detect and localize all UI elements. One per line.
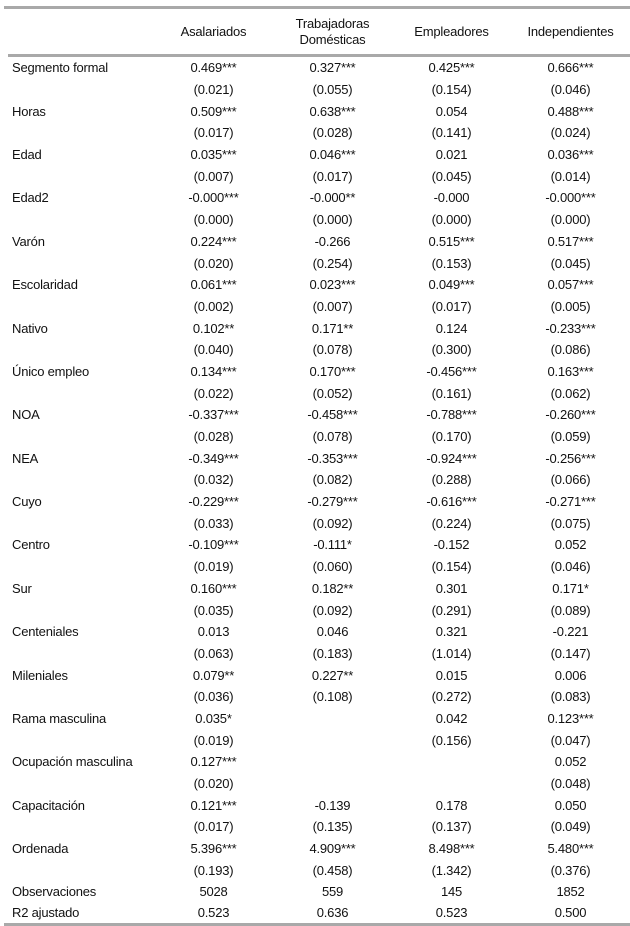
coefficient-row — [0, 664, 630, 686]
table-cell: 0.006 — [554, 667, 587, 683]
standard-error-row — [0, 296, 630, 318]
table-cell: (0.005) — [550, 298, 591, 314]
table-cell: (0.193) — [193, 862, 234, 878]
table-cell: (0.045) — [550, 255, 591, 271]
table-cell: (0.078) — [312, 342, 353, 358]
table-cell: 0.046*** — [309, 147, 356, 163]
table-cell: 0.515*** — [428, 233, 475, 249]
table-cell: -0.260*** — [545, 407, 596, 423]
table-cell — [273, 751, 392, 773]
table-cell — [392, 751, 511, 773]
table-cell: (0.458) — [312, 862, 353, 878]
table-cell: -0.111* — [313, 537, 352, 553]
table-cell: 0.523 — [435, 905, 468, 921]
table-cell: 0.425*** — [428, 60, 475, 76]
table-cell: (0.035) — [193, 602, 234, 618]
row-label: Sur — [12, 580, 32, 596]
header-asalariados: Asalariados — [180, 23, 247, 39]
table-cell: 0.171** — [311, 320, 354, 336]
table-cell: -0.337*** — [188, 407, 239, 423]
table-cell: 145 — [440, 884, 463, 900]
table-cell: -0.349*** — [188, 450, 239, 466]
table-cell: 0.013 — [197, 624, 230, 640]
table-cell: -0.000 — [433, 190, 470, 206]
row-label — [0, 426, 154, 448]
row-label — [0, 469, 154, 491]
table-cell: 0.171* — [552, 580, 589, 596]
standard-error-row — [0, 729, 630, 751]
row-label: Centeniales — [12, 624, 79, 640]
standard-error-row — [0, 686, 630, 708]
table-cell: 0.224*** — [190, 233, 237, 249]
standard-error-row — [0, 209, 630, 231]
table-cell: (0.049) — [550, 819, 591, 835]
coefficient-row — [0, 751, 630, 773]
table-cell: (0.017) — [312, 168, 353, 184]
table-cell: (0.032) — [193, 472, 234, 488]
coefficient-row — [0, 404, 630, 426]
header-empleadores: Empleadores — [414, 23, 489, 39]
table-cell: (0.059) — [550, 429, 591, 445]
table-cell: 0.170*** — [309, 363, 356, 379]
table-cell: 0.052 — [554, 537, 587, 553]
table-cell: 0.042 — [435, 710, 468, 726]
table-cell: (0.017) — [193, 125, 234, 141]
table-cell: 0.046 — [316, 624, 349, 640]
table-cell: -0.924*** — [426, 450, 477, 466]
table-cell: 0.666*** — [547, 60, 594, 76]
table-cell: (0.000) — [193, 212, 234, 228]
table-cell: -0.353*** — [307, 450, 358, 466]
standard-error-row — [0, 252, 630, 274]
row-label: Edad — [12, 147, 42, 163]
table-cell: 0.163*** — [547, 363, 594, 379]
table-cell: (0.082) — [312, 472, 353, 488]
table-cell: 0.050 — [554, 797, 587, 813]
header-row — [0, 9, 630, 54]
table-cell: (0.086) — [550, 342, 591, 358]
coefficient-row — [0, 794, 630, 816]
row-label — [0, 209, 154, 231]
coefficient-row — [0, 187, 630, 209]
table-cell — [273, 729, 392, 751]
table-cell — [273, 708, 392, 730]
row-label — [0, 643, 154, 665]
row-label: NEA — [12, 450, 39, 466]
table-cell: 0.124 — [435, 320, 468, 336]
coefficient-row — [0, 361, 630, 383]
standard-error-row — [0, 382, 630, 404]
table-cell: 0.079** — [192, 667, 235, 683]
header-blank — [0, 9, 154, 54]
table-cell: -0.229*** — [188, 494, 239, 510]
table-cell: -0.266 — [314, 233, 351, 249]
row-label: Ocupación masculina — [12, 754, 133, 770]
table-cell: -0.221 — [552, 624, 589, 640]
table-cell: (0.300) — [431, 342, 472, 358]
standard-error-row — [0, 165, 630, 187]
stat-row — [0, 902, 630, 923]
row-label: Observaciones — [12, 884, 97, 900]
table-cell: (0.154) — [431, 559, 472, 575]
standard-error-row — [0, 426, 630, 448]
table-cell: (0.000) — [431, 212, 472, 228]
table-cell: (0.052) — [312, 385, 353, 401]
standard-error-row — [0, 816, 630, 838]
table-cell — [273, 773, 392, 795]
coefficient-row — [0, 621, 630, 643]
table-cell: 5.396*** — [190, 841, 237, 857]
table-cell: (0.046) — [550, 82, 591, 98]
coefficient-row — [0, 578, 630, 600]
row-label — [0, 122, 154, 144]
coefficient-row — [0, 838, 630, 860]
table-cell: 0.160*** — [190, 580, 237, 596]
table-cell: 0.036*** — [547, 147, 594, 163]
table-cell: (0.028) — [193, 429, 234, 445]
coefficient-row — [0, 100, 630, 122]
table-cell: (0.288) — [431, 472, 472, 488]
table-cell: -0.109*** — [188, 537, 239, 553]
coefficient-row — [0, 708, 630, 730]
table-cell: -0.256*** — [545, 450, 596, 466]
table-cell: 0.121*** — [190, 797, 237, 813]
table-cell: (0.089) — [550, 602, 591, 618]
table-cell: 0.517*** — [547, 233, 594, 249]
standard-error-row — [0, 79, 630, 101]
table-cell: 0.469*** — [190, 60, 237, 76]
row-label: Edad2 — [12, 190, 49, 206]
row-label: Varón — [12, 233, 45, 249]
row-label: Cuyo — [12, 494, 42, 510]
table-cell: -0.456*** — [426, 363, 477, 379]
row-label — [0, 296, 154, 318]
standard-error-row — [0, 469, 630, 491]
table-cell: (1.014) — [431, 645, 472, 661]
table-cell: -0.279*** — [307, 494, 358, 510]
table-cell: (0.007) — [193, 168, 234, 184]
table-cell: 0.052 — [554, 754, 587, 770]
row-label — [0, 686, 154, 708]
table-cell: 0.023*** — [309, 277, 356, 293]
stat-row — [0, 881, 630, 902]
row-label: Horas — [12, 103, 46, 119]
header-trabajadoras-domesticas: Trabajadoras Domésticas — [295, 15, 370, 47]
table-cell: 0.049*** — [428, 277, 475, 293]
table-cell: 5028 — [199, 884, 228, 900]
table-cell: (0.154) — [431, 82, 472, 98]
table-cell: (0.047) — [550, 732, 591, 748]
table-cell: (0.022) — [193, 385, 234, 401]
row-label — [0, 382, 154, 404]
table-cell: 0.182** — [311, 580, 354, 596]
row-label: Único empleo — [12, 363, 90, 379]
table-cell: 0.301 — [435, 580, 468, 596]
table-cell: 8.498*** — [428, 841, 475, 857]
table-cell: -0.000*** — [545, 190, 596, 206]
table-cell: 0.054 — [435, 103, 468, 119]
standard-error-row — [0, 773, 630, 795]
table-cell: 0.102** — [192, 320, 235, 336]
table-cell: (1.342) — [431, 862, 472, 878]
table-cell: (0.156) — [431, 732, 472, 748]
table-cell: -0.000*** — [188, 190, 239, 206]
table-cell: -0.152 — [433, 537, 470, 553]
row-label: Escolaridad — [12, 277, 78, 293]
table-cell: (0.036) — [193, 689, 234, 705]
table-cell: (0.002) — [193, 298, 234, 314]
table-cell: (0.141) — [431, 125, 472, 141]
table-cell: (0.137) — [431, 819, 472, 835]
table-cell: (0.000) — [312, 212, 353, 228]
row-label — [0, 859, 154, 881]
table-cell: -0.616*** — [426, 494, 477, 510]
standard-error-row — [0, 339, 630, 361]
table-cell: 4.909*** — [309, 841, 356, 857]
table-cell: -0.000** — [309, 190, 356, 206]
table-cell: (0.066) — [550, 472, 591, 488]
table-cell: (0.272) — [431, 689, 472, 705]
row-label — [0, 512, 154, 534]
coefficient-row — [0, 317, 630, 339]
table-cell: 559 — [321, 884, 344, 900]
row-label — [0, 599, 154, 621]
table-cell: (0.033) — [193, 515, 234, 531]
row-label: Ordenada — [12, 841, 69, 857]
table-cell: (0.019) — [193, 732, 234, 748]
table-cell: (0.021) — [193, 82, 234, 98]
coefficient-row — [0, 57, 630, 79]
coefficient-row — [0, 491, 630, 513]
table-cell: 0.638*** — [309, 103, 356, 119]
table-cell: 0.178 — [435, 797, 468, 813]
row-label — [0, 729, 154, 751]
row-label: Rama masculina — [12, 710, 107, 726]
table-cell: (0.007) — [312, 298, 353, 314]
table-cell: 5.480*** — [547, 841, 594, 857]
table-cell: (0.153) — [431, 255, 472, 271]
table-cell: 0.523 — [197, 905, 230, 921]
table-cell: 0.057*** — [547, 277, 594, 293]
row-label — [0, 165, 154, 187]
standard-error-row — [0, 859, 630, 881]
row-label — [0, 252, 154, 274]
table-cell: -0.458*** — [307, 407, 358, 423]
table-cell: (0.020) — [193, 255, 234, 271]
table-cell: (0.291) — [431, 602, 472, 618]
table-cell: (0.254) — [312, 255, 353, 271]
table-cell: (0.083) — [550, 689, 591, 705]
header-independientes: Independientes — [527, 23, 614, 39]
standard-error-row — [0, 643, 630, 665]
coefficient-row — [0, 534, 630, 556]
table-cell: 0.509*** — [190, 103, 237, 119]
table-cell: 0.021 — [435, 147, 468, 163]
table-cell: (0.055) — [312, 82, 353, 98]
row-label — [0, 556, 154, 578]
table-cell: 0.123*** — [547, 710, 594, 726]
table-cell: (0.045) — [431, 168, 472, 184]
table-cell: (0.046) — [550, 559, 591, 575]
regression-table — [0, 9, 630, 923]
table-cell: (0.020) — [193, 776, 234, 792]
table-cell: (0.019) — [193, 559, 234, 575]
table-cell: (0.161) — [431, 385, 472, 401]
table-cell: (0.224) — [431, 515, 472, 531]
table-cell: 0.061*** — [190, 277, 237, 293]
table-cell: (0.048) — [550, 776, 591, 792]
table-cell: (0.183) — [312, 645, 353, 661]
row-label — [0, 79, 154, 101]
coefficient-row — [0, 231, 630, 253]
row-label — [0, 773, 154, 795]
table-cell: -0.271*** — [545, 494, 596, 510]
standard-error-row — [0, 512, 630, 534]
table-cell: 0.227** — [311, 667, 354, 683]
standard-error-row — [0, 556, 630, 578]
row-label: R2 ajustado — [12, 905, 80, 921]
table-cell: (0.147) — [550, 645, 591, 661]
table-cell: -0.139 — [314, 797, 351, 813]
table-cell: (0.108) — [312, 689, 353, 705]
table-cell: (0.028) — [312, 125, 353, 141]
table-cell: 0.035* — [195, 710, 232, 726]
row-label: Capacitación — [12, 797, 85, 813]
table-cell: 0.127*** — [190, 754, 237, 770]
table-cell: (0.024) — [550, 125, 591, 141]
table-cell: 0.015 — [435, 667, 468, 683]
row-label: Mileniales — [12, 667, 68, 683]
row-label: NOA — [12, 407, 40, 423]
table-cell: 1852 — [556, 884, 585, 900]
table-cell: 0.035*** — [190, 147, 237, 163]
table-cell: 0.134*** — [190, 363, 237, 379]
table-cell — [392, 773, 511, 795]
row-label: Segmento formal — [12, 60, 108, 76]
table-cell: 0.321 — [435, 624, 468, 640]
table-cell: (0.075) — [550, 515, 591, 531]
table-cell: -0.788*** — [426, 407, 477, 423]
table-cell: (0.170) — [431, 429, 472, 445]
table-cell: -0.233*** — [545, 320, 596, 336]
table-cell: (0.063) — [193, 645, 234, 661]
table-cell: (0.078) — [312, 429, 353, 445]
coefficient-row — [0, 144, 630, 166]
table-cell: (0.060) — [312, 559, 353, 575]
table-cell: (0.092) — [312, 515, 353, 531]
table-cell: (0.014) — [550, 168, 591, 184]
table-cell: (0.040) — [193, 342, 234, 358]
table-cell: 0.488*** — [547, 103, 594, 119]
coefficient-row — [0, 274, 630, 296]
row-label: Centro — [12, 537, 50, 553]
coefficient-row — [0, 447, 630, 469]
table-cell: 0.636 — [316, 905, 349, 921]
standard-error-row — [0, 122, 630, 144]
row-label — [0, 339, 154, 361]
table-cell: (0.017) — [193, 819, 234, 835]
table-cell: (0.376) — [550, 862, 591, 878]
table-cell: (0.062) — [550, 385, 591, 401]
row-label: Nativo — [12, 320, 48, 336]
table-cell: (0.092) — [312, 602, 353, 618]
standard-error-row — [0, 599, 630, 621]
table-cell: 0.500 — [554, 905, 587, 921]
table-cell: 0.327*** — [309, 60, 356, 76]
table-cell: (0.017) — [431, 298, 472, 314]
table-cell: (0.135) — [312, 819, 353, 835]
row-label — [0, 816, 154, 838]
table-cell: (0.000) — [550, 212, 591, 228]
